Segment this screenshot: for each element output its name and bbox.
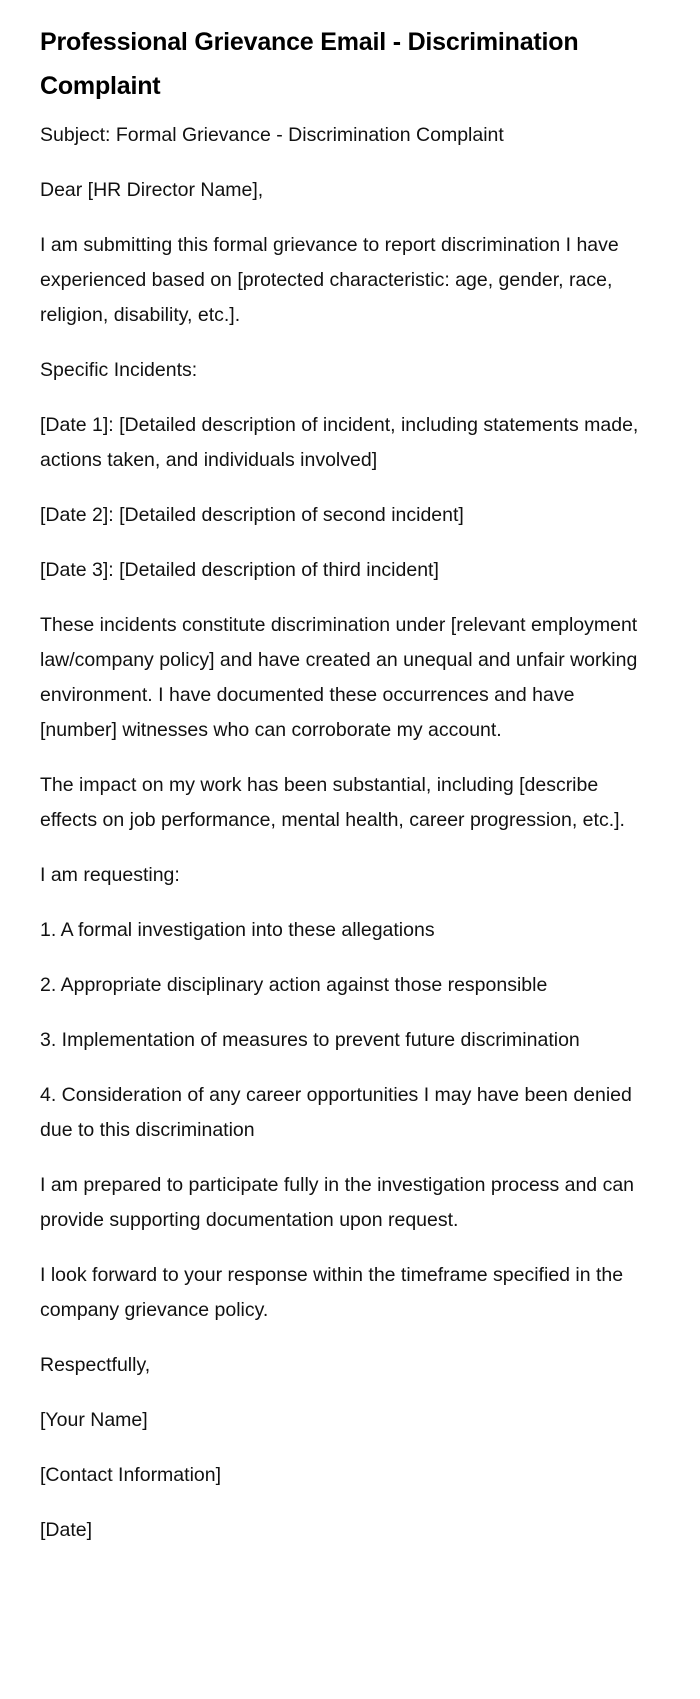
incident-3: [Date 3]: [Detailed description of third incident] <box>40 559 439 581</box>
salutation: Dear [HR Director Name], <box>40 179 264 201</box>
incident-2: [Date 2]: [Detailed description of second incident] <box>40 504 464 526</box>
subject-line: Subject: Formal Grievance - Discrimination Complaint <box>40 124 504 146</box>
signature-name: [Your Name] <box>40 1409 148 1431</box>
signature-contact: [Contact Information] <box>40 1464 222 1486</box>
discrimination-paragraph: These incidents constitute discrimination under [relevant employment law/company policy] and have created an unequal and unfair working environment. I have documented these occurrences and have [number] witnesses who can corroborate my account. <box>40 614 638 741</box>
intro-paragraph: I am submitting this formal grievance to report discrimination I have experienced based on [protected characteristic: age, gender, race, religion, disability, etc.]. <box>40 234 619 326</box>
request-item-3: 3. Implementation of measures to prevent future discrimination <box>40 1029 580 1051</box>
closing-paragraph: I look forward to your response within the timeframe specified in the company grievance policy. <box>40 1264 624 1321</box>
signature-date: [Date] <box>40 1519 93 1541</box>
impact-paragraph: The impact on my work has been substantial, including [describe effects on job performance, mental health, career progression, etc.]. <box>40 774 625 831</box>
sign-off: Respectfully, <box>40 1354 151 1376</box>
request-item-2: 2. Appropriate disciplinary action against those responsible <box>40 974 548 996</box>
requests-heading: I am requesting: <box>40 864 180 886</box>
incident-1: [Date 1]: [Detailed description of incident, including statements made, actions taken, and individuals involved] <box>40 414 639 471</box>
incidents-heading: Specific Incidents: <box>40 359 198 381</box>
participation-paragraph: I am prepared to participate fully in the investigation process and can provide supporting documentation upon request. <box>40 1174 635 1231</box>
document-title: Professional Grievance Email - Discrimination Complaint <box>40 28 579 100</box>
request-item-1: 1. A formal investigation into these allegations <box>40 919 435 941</box>
request-item-4: 4. Consideration of any career opportunities I may have been denied due to this discrimination <box>40 1084 632 1141</box>
